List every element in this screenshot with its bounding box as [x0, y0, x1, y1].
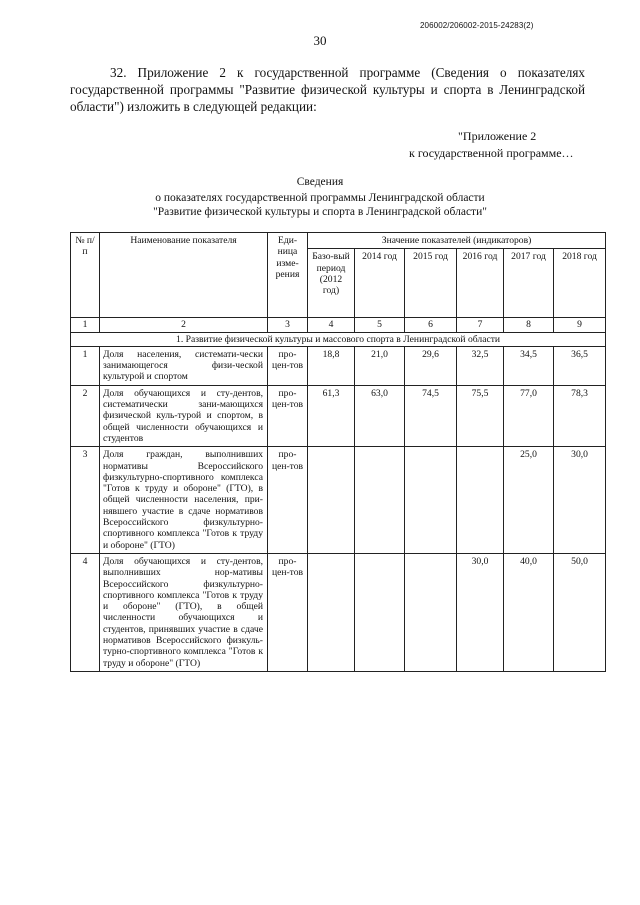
column-number: 1	[71, 318, 100, 332]
row-num: 3	[71, 447, 100, 554]
row-unit: про-цен-тов	[268, 385, 308, 446]
row-unit: про-цен-тов	[268, 553, 308, 671]
row-2016: 32,5	[457, 346, 504, 385]
column-number: 7	[457, 318, 504, 332]
row-name: Доля обучающихся и сту-дентов, систематически зани-мающихся физической куль-турой и спортом, в общей численности обучающихся и студентов	[100, 385, 268, 446]
column-number: 6	[405, 318, 457, 332]
header-2014: 2014 год	[355, 249, 405, 318]
row-2014	[355, 553, 405, 671]
row-name: Доля населения, системати-чески занимающегося физи-ческой культурой и спортом	[100, 346, 268, 385]
row-2017: 25,0	[504, 447, 554, 554]
column-number: 5	[355, 318, 405, 332]
row-2015: 29,6	[405, 346, 457, 385]
table-subtitle-line-2: "Развитие физической культуры и спорта в Ленинградской области"	[153, 206, 487, 218]
row-2018: 36,5	[554, 346, 606, 385]
annex-reference: к государственной программе…	[409, 146, 574, 160]
header-2015: 2015 год	[405, 249, 457, 318]
row-base: 61,3	[308, 385, 355, 446]
table-title: Сведения	[296, 176, 344, 188]
row-2015: 74,5	[405, 385, 457, 446]
table-row	[71, 346, 606, 385]
intro-paragraph: 32. Приложение 2 к государственной программе (Сведения о показателях государственной программы "Развитие физической культуры и спорта в Ленинградской области") изложить в следующей редакции:	[70, 65, 585, 114]
row-2014	[355, 447, 405, 554]
indicators-table	[70, 232, 606, 672]
row-unit: про-цен-тов	[268, 447, 308, 554]
header-2016: 2016 год	[457, 249, 504, 318]
row-2014: 63,0	[355, 385, 405, 446]
row-num: 1	[71, 346, 100, 385]
header-base-period: Базо-вый период (2012 год)	[308, 249, 355, 318]
column-numbers-row	[71, 318, 606, 332]
row-2018: 30,0	[554, 447, 606, 554]
header-row-1	[71, 233, 606, 249]
section-title: 1. Развитие физической культуры и массового спорта в Ленинградской области	[71, 332, 606, 346]
header-name: Наименование показателя	[100, 233, 268, 318]
header-values-group: Значение показателей (индикаторов)	[308, 233, 606, 249]
column-number: 4	[308, 318, 355, 332]
row-2018: 78,3	[554, 385, 606, 446]
document-code: 206002/206002-2015-24283(2)	[420, 21, 534, 30]
section-row	[71, 332, 606, 346]
header-2018: 2018 год	[554, 249, 606, 318]
row-2017: 34,5	[504, 346, 554, 385]
row-base	[308, 553, 355, 671]
row-base: 18,8	[308, 346, 355, 385]
row-2015	[405, 447, 457, 554]
row-name: Доля граждан, выполнивших нормативы Всероссийского физкультурно-спортивного комплекса "Готов к труду и обороне" (ГТО), в общей численности населения, при-нявшего участие в сдаче нормативов Всероссийского физкультурно-спортивного комплекса "Готов к труду и обороне" (ГТО)	[100, 447, 268, 554]
row-name: Доля обучающихся и сту-дентов, выполнивших нор-мативы Всероссийского физкультурно-спортивного комплекса "Готов к труду и обороне" (ГТО), в общей численности обучающихся и студентов, принявших участие в сдаче нормативов Всероссийского физкуль-турно-спортивного комплекса "Готов к труду и обороне" (ГТО)	[100, 553, 268, 671]
table-row	[71, 447, 606, 554]
column-number: 8	[504, 318, 554, 332]
row-2017: 77,0	[504, 385, 554, 446]
page-number: 30	[313, 33, 327, 48]
header-2017: 2017 год	[504, 249, 554, 318]
row-2016: 75,5	[457, 385, 504, 446]
header-unit: Еди-ница изме-рения	[268, 233, 308, 318]
table-subtitle-line-1: о показателях государственной программы Ленинградской области	[155, 192, 485, 204]
annex-label: "Приложение 2	[458, 129, 537, 143]
row-2015	[405, 553, 457, 671]
table-row	[71, 385, 606, 446]
row-num: 2	[71, 385, 100, 446]
row-2016: 30,0	[457, 553, 504, 671]
row-2017: 40,0	[504, 553, 554, 671]
column-number: 2	[100, 318, 268, 332]
table-row	[71, 553, 606, 671]
row-unit: про-цен-тов	[268, 346, 308, 385]
row-base	[308, 447, 355, 554]
header-num: № п/п	[71, 233, 100, 318]
row-2016	[457, 447, 504, 554]
row-num: 4	[71, 553, 100, 671]
column-number: 3	[268, 318, 308, 332]
column-number: 9	[554, 318, 606, 332]
row-2018: 50,0	[554, 553, 606, 671]
row-2014: 21,0	[355, 346, 405, 385]
